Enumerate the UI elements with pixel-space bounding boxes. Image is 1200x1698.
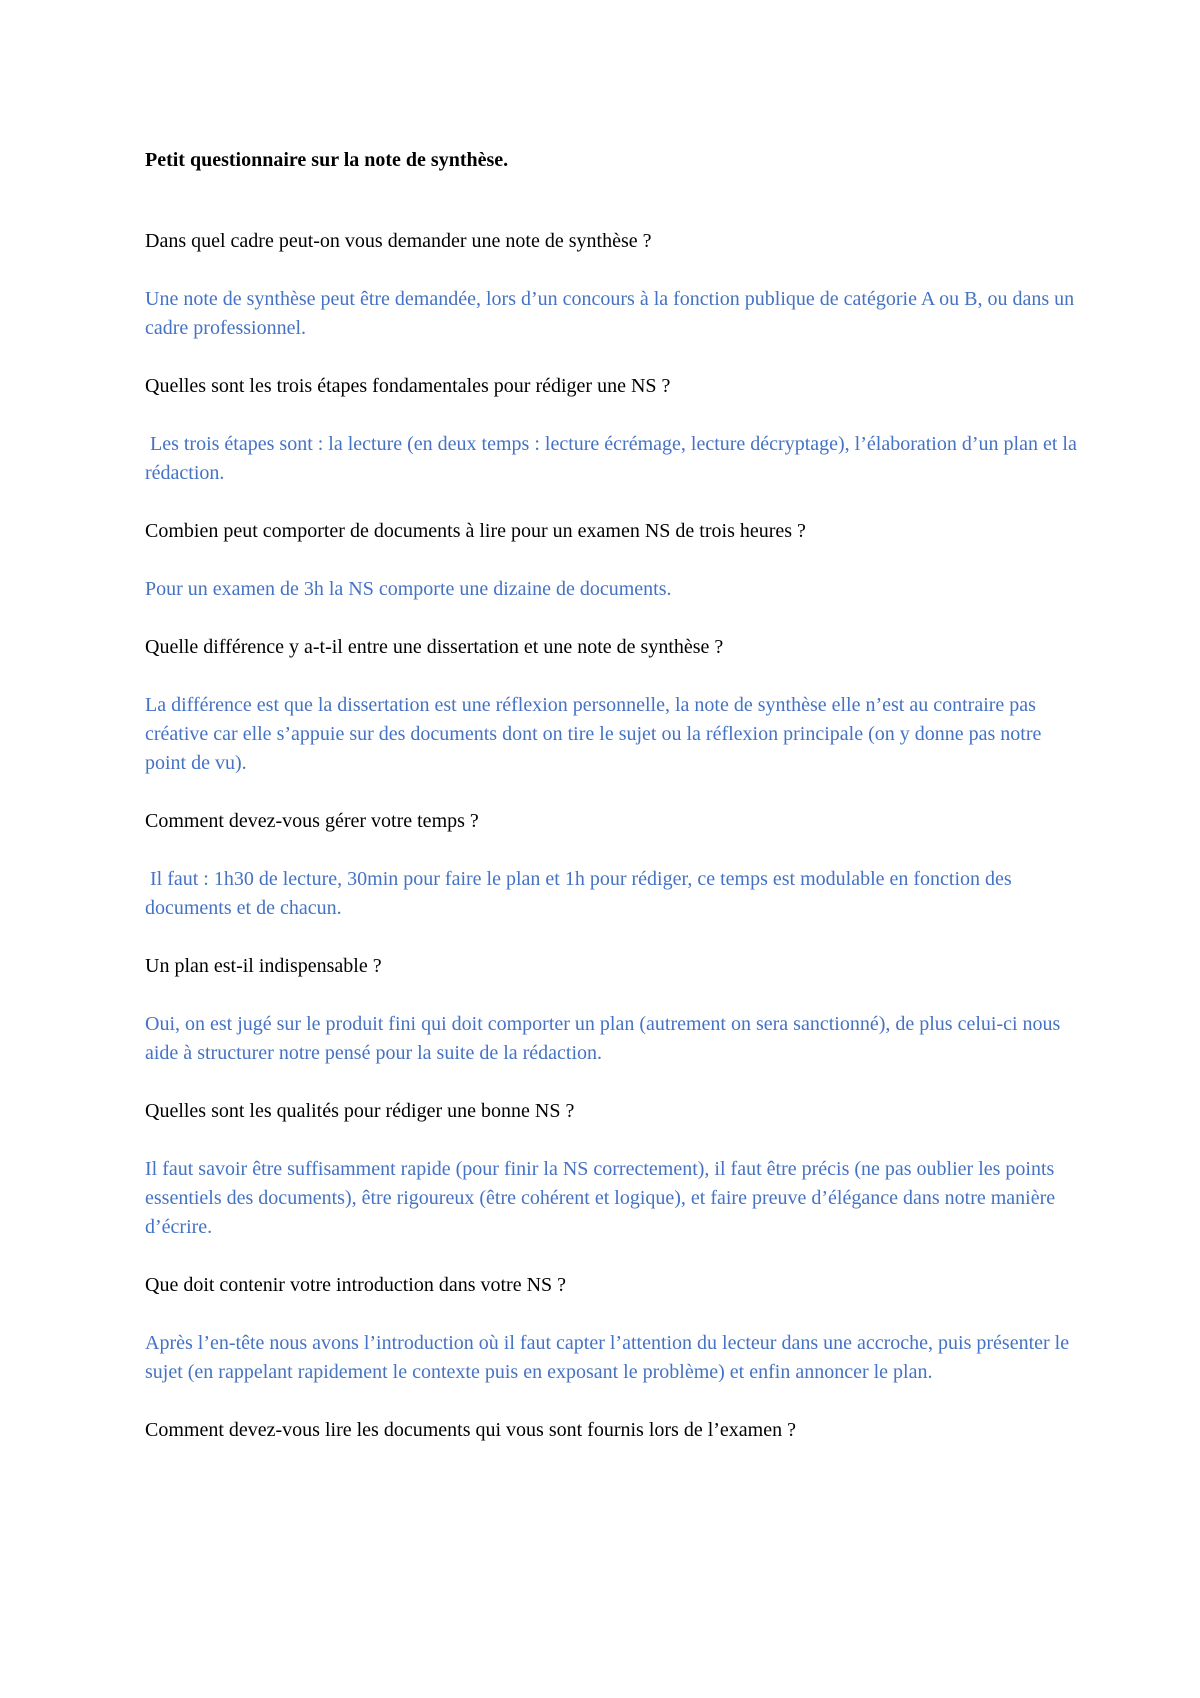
answer-text: Il faut savoir être suffisamment rapide (pour finir la NS correctement), il faut être précis (ne pas oublier les points essentiels des documents), être rigoureux (être cohérent et logique), et faire preuve d’élégance dans notre manière d’écrire. xyxy=(145,1158,1061,1238)
qa-item xyxy=(145,1271,1085,1387)
answer-text: La différence est que la dissertation est une réflexion personnelle, la note de synthèse elle n’est au contraire pas créative car elle s’appuie sur des documents dont on tire le sujet ou la réflexion principale (on y donne pas notre point de vu). xyxy=(145,694,1047,774)
answer-text: Il faut : 1h30 de lecture, 30min pour faire le plan et 1h pour rédiger, ce temps est modulable en fonction des documents et de chacun. xyxy=(145,868,1017,919)
answer-text: Les trois étapes sont : la lecture (en deux temps : lecture écrémage, lecture décryptage), l’élaboration d’un plan et la rédaction. xyxy=(145,433,1082,484)
question-text: Que doit contenir votre introduction dans votre NS ? xyxy=(145,1274,567,1296)
answer-text: Pour un examen de 3h la NS comporte une dizaine de documents. xyxy=(145,578,672,600)
question-text: Comment devez-vous gérer votre temps ? xyxy=(145,810,479,832)
question-text: Combien peut comporter de documents à lire pour un examen NS de trois heures ? xyxy=(145,520,806,542)
qa-item xyxy=(145,952,1085,1068)
qa-item xyxy=(145,807,1085,923)
qa-item xyxy=(145,517,1085,604)
answer-text: Une note de synthèse peut être demandée, lors d’un concours à la fonction publique de catégorie A ou B, ou dans un cadre professionnel. xyxy=(145,288,1080,339)
qa-item xyxy=(145,1416,1085,1445)
question-text: Comment devez-vous lire les documents qui vous sont fournis lors de l’examen ? xyxy=(145,1419,796,1441)
answer-text: Oui, on est jugé sur le produit fini qui doit comporter un plan (autrement on sera sanctionné), de plus celui-ci nous aide à structurer notre pensé pour la suite de la rédaction. xyxy=(145,1013,1066,1064)
document-content xyxy=(145,146,1085,1474)
answer-text: Après l’en-tête nous avons l’introduction où il faut capter l’attention du lecteur dans une accroche, puis présenter le sujet (en rappelant rapidement le contexte puis en exposant le problème) et enfin annoncer le plan. xyxy=(145,1332,1075,1383)
qa-item xyxy=(145,633,1085,778)
qa-item xyxy=(145,372,1085,488)
question-text: Quelles sont les trois étapes fondamentales pour rédiger une NS ? xyxy=(145,375,671,397)
question-text: Quelle différence y a-t-il entre une dissertation et une note de synthèse ? xyxy=(145,636,724,658)
question-text: Dans quel cadre peut-on vous demander une note de synthèse ? xyxy=(145,230,652,252)
question-text: Un plan est-il indispensable ? xyxy=(145,955,382,977)
qa-item xyxy=(145,227,1085,343)
question-text: Quelles sont les qualités pour rédiger une bonne NS ? xyxy=(145,1100,575,1122)
qa-item xyxy=(145,1097,1085,1242)
document-title: Petit questionnaire sur la note de synthèse. xyxy=(145,149,509,171)
